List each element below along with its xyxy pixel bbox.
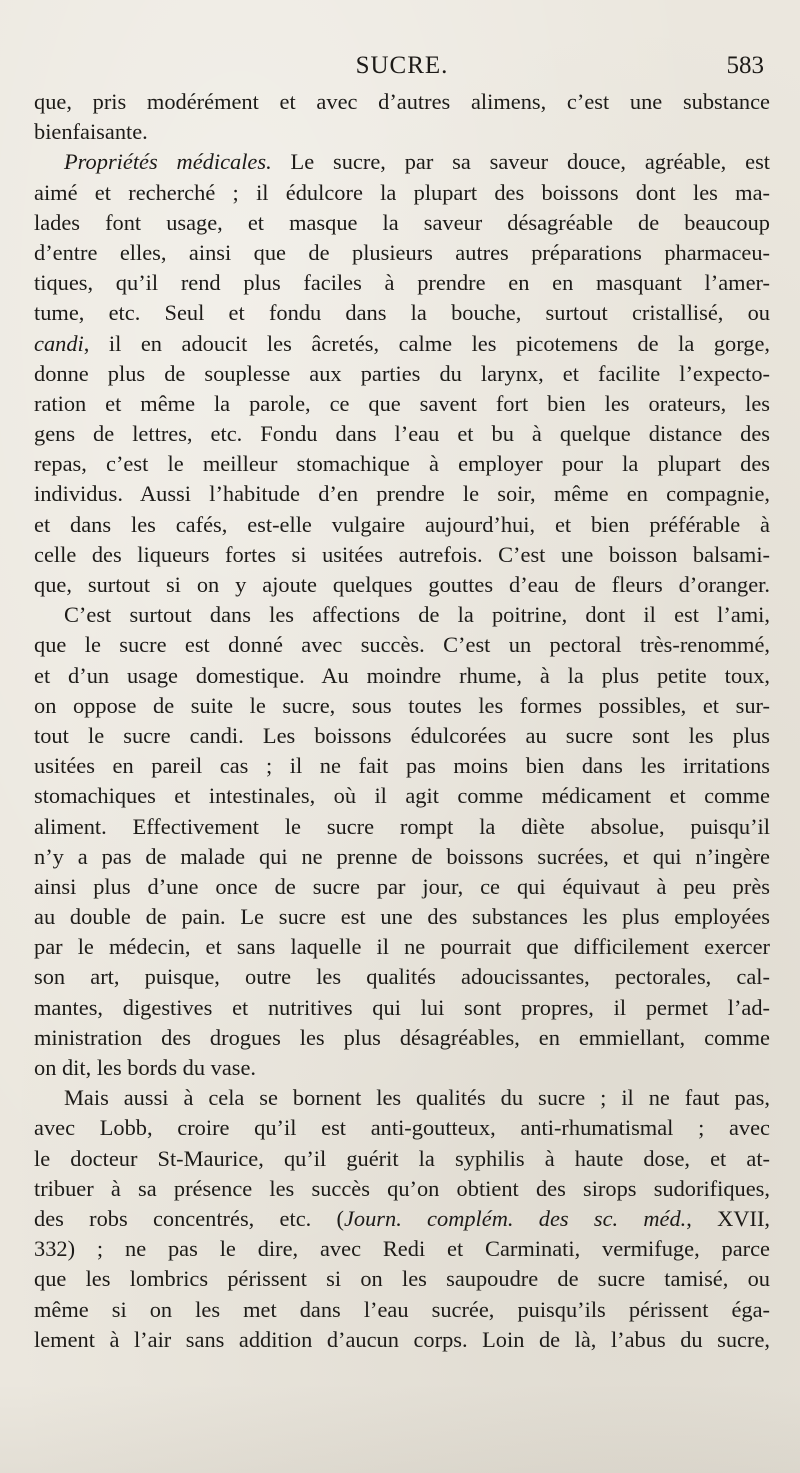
text-line: tribuer à sa présence les succès qu’on obtient des sirops sudorifiques, (34, 1175, 770, 1201)
text-line: aimé et recherché ; il édulcore la plupart des boissons dont les ma- (34, 179, 770, 205)
running-head (34, 50, 770, 86)
text-line: et dans les cafés, est-elle vulgaire aujourd’hui, et bien préférable à (34, 511, 770, 537)
text-line: et d’un usage domestique. Au moindre rhume, à la plus petite toux, (34, 662, 770, 688)
text-line: avec Lobb, croire qu’il est anti-goutteux, anti-rhumatismal ; avec (34, 1115, 770, 1141)
text-line: même si on les met dans l’eau sucrée, puisqu’ils périssent éga- (34, 1296, 770, 1322)
page-number: 583 (726, 52, 764, 79)
text-line: repas, c’est le meilleur stomachique à employer pour la plupart des (34, 451, 770, 477)
text-line: par le médecin, et sans laquelle il ne pourrait que difficilement exercer (34, 934, 770, 960)
text-line: son art, puisque, outre les qualités adoucissantes, pectorales, cal- (34, 964, 770, 990)
text-line (34, 1204, 770, 1234)
citation-volume: , XVII, (686, 1205, 770, 1231)
text-line: que, pris modérément et avec d’autres alimens, c’est une substance (34, 89, 770, 114)
italic-term: candi (34, 330, 84, 356)
text-line: au double de pain. Le sucre est une des substances les plus employées (34, 904, 770, 930)
text-line: que, surtout si on y ajoute quelques gouttes d’eau de fleurs d’oranger. (34, 572, 770, 597)
text-line: ration et même la parole, ce que savent fort bien les orateurs, les (34, 390, 770, 416)
text-line: que les lombrics périssent si on les saupoudre de sucre tamisé, ou (34, 1266, 770, 1292)
text-line: bienfaisante. (34, 119, 148, 145)
text-line: on dit, les bords du vase. (34, 1055, 257, 1080)
text-line: 332) ; ne pas le dire, avec Redi et Carminati, vermifuge, parce (34, 1236, 770, 1262)
text-line: lement à l’air sans addition d’aucun corps. Loin de là, l’abus du sucre, (34, 1326, 770, 1352)
text-line: tout le sucre candi. Les boissons édulcorées au sucre sont les plus (34, 722, 770, 748)
text-line: tume, etc. Seul et fondu dans la bouche, surtout cristallisé, ou (34, 300, 770, 326)
text-span: , il en adoucit les âcretés, calme les picotemens de la gorge, (83, 330, 770, 356)
text-line: ministration des drogues les plus désagréables, en emmiellant, comme (34, 1024, 770, 1050)
page-title: SUCRE. (355, 52, 449, 79)
text-line: usitées en pareil cas ; il ne fait pas moins bien dans les irritations (34, 753, 770, 779)
text-line: C’est surtout dans les affections de la poitrine, dont il est l’ami, (64, 602, 770, 628)
text-line: lades font usage, et masque la saveur désagréable de beaucoup (34, 209, 770, 235)
section-heading: Propriétés médicales. (64, 149, 272, 175)
text-line: individus. Aussi l’habitude d’en prendre le soir, même en compagnie, (34, 481, 770, 507)
text-line: ainsi plus d’une once de sucre par jour, ce qui équivaut à peu près (34, 873, 770, 899)
text-line: Mais aussi à cela se bornent les qualités du sucre ; il ne faut pas, (64, 1085, 770, 1111)
text-line: donne plus de souplesse aux parties du larynx, et facilite l’expecto- (34, 360, 770, 386)
text-line: celle des liqueurs fortes si usitées autrefois. C’est une boisson balsami- (34, 541, 770, 567)
text-line (34, 329, 770, 359)
body-text (34, 87, 770, 1355)
text-line: stomachiques et intestinales, où il agit comme médicament et comme (34, 783, 770, 809)
text-line: mantes, digestives et nutritives qui lui sont propres, il permet l’ad- (34, 994, 770, 1020)
text-line (34, 147, 770, 177)
text-line: gens de lettres, etc. Fondu dans l’eau et bu à quelque distance des (34, 421, 770, 447)
text-span: des robs concentrés, etc. ( (34, 1205, 344, 1231)
text-line: on oppose de suite le sucre, sous toutes les formes possibles, et sur- (34, 692, 770, 718)
text-line: aliment. Effectivement le sucre rompt la diète absolue, puisqu’il (34, 813, 770, 839)
text-line: que le sucre est donné avec succès. C’est un pectoral très-renommé, (34, 632, 770, 658)
citation: Journ. complém. des sc. méd. (343, 1205, 687, 1231)
text-line: d’entre elles, ainsi que de plusieurs autres préparations pharmaceu- (34, 239, 770, 265)
text-line: n’y a pas de malade qui ne prenne de boissons sucrées, et qui n’ingère (34, 843, 770, 869)
text-line: le docteur St-Maurice, qu’il guérit la syphilis à haute dose, et at- (34, 1145, 770, 1171)
text-line: tiques, qu’il rend plus faciles à prendre en en masquant l’amer- (34, 270, 770, 296)
text-span: Le sucre, par sa saveur douce, agréable, est (290, 149, 770, 175)
page-shading (0, 1383, 800, 1473)
